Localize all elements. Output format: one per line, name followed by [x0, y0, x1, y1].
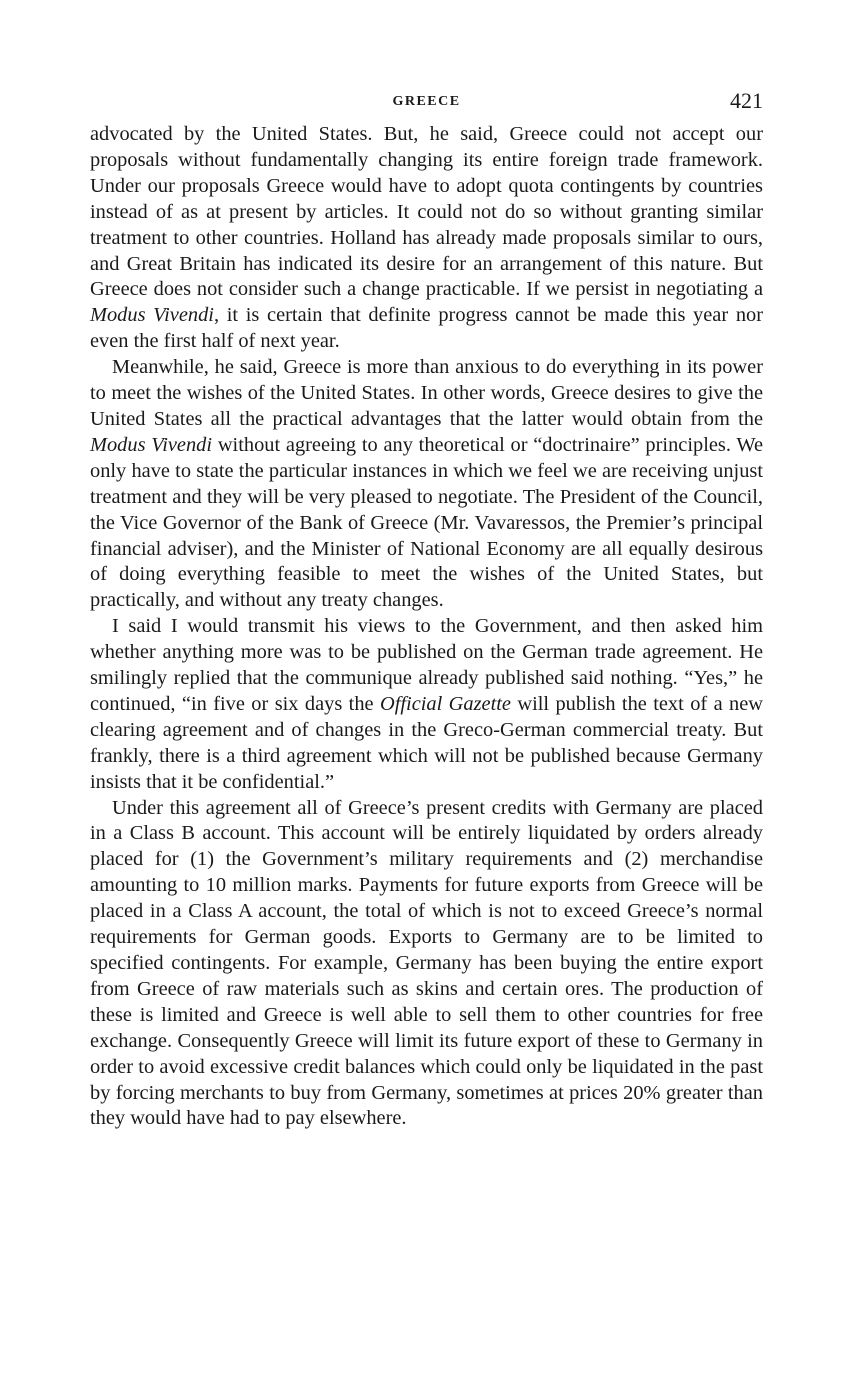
paragraph	[90, 614, 763, 795]
body-text	[90, 122, 763, 1132]
italic-term: Modus Vivendi	[90, 304, 214, 327]
italic-term: Official Gazette	[379, 692, 511, 715]
text-run: Meanwhile, he said, Greece is more than anxious to do everything in its power to meet the wishes of the United States. In other words, Greece desires to give the United States all the practical advantages that the latter would obtain from the	[90, 356, 763, 430]
italic-term: Modus Vivendi	[90, 433, 213, 456]
paragraph	[90, 355, 763, 614]
text-run: without agreeing to any theoretical or “doctrinaire” principles. We only have to state the particular instances in which we feel we are receiving unjust treatment and they will be very pleased to negotiate. The President of the Council, the Vice Governor of the Bank of Greece (Mr. Vavaressos, the Premier’s principal financial adviser), and the Minister of National Economy are all equally desirous of doing everything feasible to meet the wishes of the United States, but practically, and without any treaty changes.	[90, 433, 764, 612]
text-run: , it is certain that definite progress cannot be made this year nor even the first half of next year.	[90, 304, 763, 353]
paragraph	[90, 796, 763, 1133]
document-page	[90, 88, 763, 1132]
page-number: 421	[730, 88, 763, 113]
paragraph-continued	[90, 122, 763, 355]
text-run: Under this agreement all of Greece’s present credits with Germany are placed in a Class B account. This account will be entirely liquidated by orders already placed for (1) the Government’s military requirements and (2) merchandise amounting to 10 million marks. Payments for future exports from Greece will be placed in a Class A account, the total of which is not to exceed Greece’s normal requirements for German goods. Exports to Germany are to be limited to specified contingents. For example, Germany has been buying the entire export from Greece of raw materials such as skins and certain ores. The production of these is limited and Greece is well able to sell them to other countries for free exchange. Consequently Greece will limit its future export of these to Germany in order to avoid excessive credit balances which could only be liquidated in the past by forcing merchants to buy from Germany, sometimes at prices 20% greater than they would have had to pay elsewhere.	[90, 796, 763, 1130]
text-run: I said I would transmit his views to the Government, and then asked him whether anything more was to be published on the German trade agreement. He smilingly replied that the communique already published said nothing. “Yes,” he continued, “in five or six days the	[90, 615, 763, 715]
running-head	[90, 88, 763, 122]
text-run: advocated by the United States. But, he said, Greece could not accept our proposals without fundamentally changing its entire foreign trade framework. Under our proposals Greece would have to adopt quota contingents by countries instead of as at present by articles. It could not do so without granting similar treatment to other countries. Holland has already made proposals similar to ours, and Great Britain has indicated its desire for an arrangement of this nature. But Greece does not consider such a change practicable. If we persist in negotiating a	[90, 123, 763, 301]
text-run: will publish the text of a new clearing agreement and of changes in the Greco-German commercial treaty. But frankly, there is a third agreement which will not be published because Germany insists that it be confidential.”	[90, 692, 763, 793]
running-title: GREECE	[392, 94, 461, 109]
